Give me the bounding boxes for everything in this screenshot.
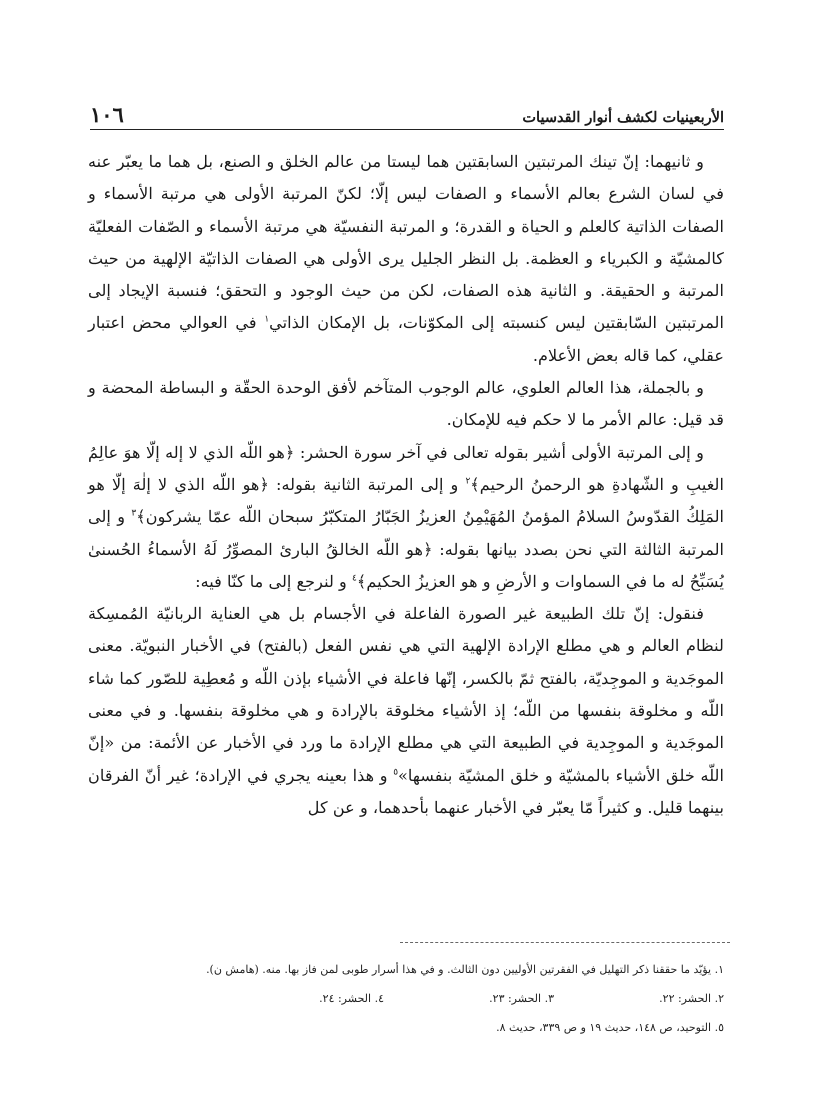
footnote-ref-3[interactable]: ٣ — [131, 508, 137, 519]
footnote-divider — [400, 942, 730, 943]
paragraph-2: و بالجملة، هذا العالم العلوي، عالم الوجوب المتآخم لأفق الوحدة الحقّة و البساطة المحضة و قد قيل: عالم الأمر ما لا حكم فيه للإمكان. — [88, 378, 724, 430]
paragraph-3: و إلى المرتبة الأولى أشير بقوله تعالى في آخر سورة الحشر: ﴿هو اللّه الذي لا إله إلّا هوَ عالِمُ الغيبِ و الشّهادةِ هو الرحمنُ الرحيم﴾$^٢$ و إلى المرتبة الثانية بقوله: ﴿هو اللّه الذي لا إلٰهَ إلّا هو المَلِكُ القدّوسُ السلامُ المؤمنُ المُهَيْمِنُ العزيزُ الجَبّارُ المتكبّرُ سبحان اللّه عمّا يشركون﴾$^٣$ و إلى المرتبة الثالثة التي نحن بصدد بيانها بقوله: ﴿هو اللّه الخالقُ البارئ المصوِّرُ لَهُ الأسماءُ الحُسنىٰ يُسَبِّحُ له ما في السماوات و الأرضِ و هو العزيزُ الحكيم﴾$^٤$ و لنرجع إلى ما كنّا فيه: — [88, 442, 725, 591]
footnote-2: ٢. الحشر: ٢٢. — [659, 992, 724, 1005]
footnote-5: ٥. التوحيد، ص ١٤٨، حديث ١٩ و ص ٣٣٩، حديث ٨. — [496, 1021, 724, 1034]
paragraph-1: و ثانيهما: إنّ تينك المرتبتين السابقتين هما ليستا من عالم الخلق و الصنع، بل هما ما يعبّر عنه في لسان الشرع بعالم الأسماء و الصفات ليس إلّا؛ لكنّ المرتبة الأولى هي مرتبة الأسماء و الصفات الذاتية كالعلم و الحياة و القدرة؛ و المرتبة النفسيّة هي مرتبة الأسماء و الصّفات الفعليّة كالمشيّة و الكبرياء و العظمة. بل النظر الجليل يرى الأولى هي الصفات الذاتيّة الإلهية من حيث المرتبة و الحقيقة. و الثانية هذه الصفات، لكن من حيث الوجود و التحقق؛ فنسبة الإيجاد إلى المرتبتين السّابقتين ليس كنسبته إلى المكوّنات، بل الإمكان الذاتي$^١$ في العوالي محض اعتبار عقلي، كما قاله بعض الأعلام. — [88, 152, 724, 365]
running-title: الأربعينيات لكشف أنوار القدسيات — [522, 108, 724, 126]
page-number: ١٠٦ — [90, 102, 124, 127]
footnote-ref-5[interactable]: ٥ — [393, 767, 399, 778]
paragraph-4: فنقول: إنّ تلك الطبيعة غير الصورة الفاعلة في الأجسام بل هي العناية الربانيّة المُمسِكة لنظام العالم و هي مطلع الإرادة الإلهية التي هي نفس الفعل (بالفتح) في الأخبار النبويّة. معنى الموجَدية و الموجِديّة، بالفتح ثمّ بالكسر، إنّها فاعلة في الأشياء بإذن اللّه و مُعطِية للصّور كما شاء اللّه و مخلوقة بنفسها من اللّه؛ إذ الأشياء مخلوقة بالإرادة و هي مخلوقة بنفسها. و في معنى الموجَدية و الموجِدية في الطبيعة التي هي مطلع الإرادة ما ورد في الأخبار عن الأئمة: من «إنّ اللّه خلق الأشياء بالمشيّة و خلق المشيّة بنفسها»$^٥$ و هذا بعينه يجري في الإرادة؛ غير أنّ الفرقان بينهما قليل. و كثيراً مّا يعبّر في الأخبار عنهما بأحدهما، و عن كل — [88, 604, 724, 817]
footnote-ref-2[interactable]: ٢ — [465, 476, 471, 487]
footnote-row-2-4 — [88, 984, 724, 1013]
footnote-1: ١. يؤيّد ما حققنا ذكر التهليل في الفقرتين الأوليين دون الثالث. و في هذا أسرار طوبى لمن فاز بها. منه. (هامش ن). — [206, 963, 724, 976]
footnote-ref-4[interactable]: ٤ — [352, 573, 357, 584]
footnote-4: ٤. الحشر: ٢٤. — [319, 992, 384, 1005]
footnotes — [88, 955, 724, 1042]
page-header — [90, 100, 724, 130]
body-text — [88, 146, 724, 824]
footnote-3: ٣. الحشر: ٢٣. — [489, 992, 554, 1005]
footnote-ref-1[interactable]: ١ — [264, 315, 270, 326]
